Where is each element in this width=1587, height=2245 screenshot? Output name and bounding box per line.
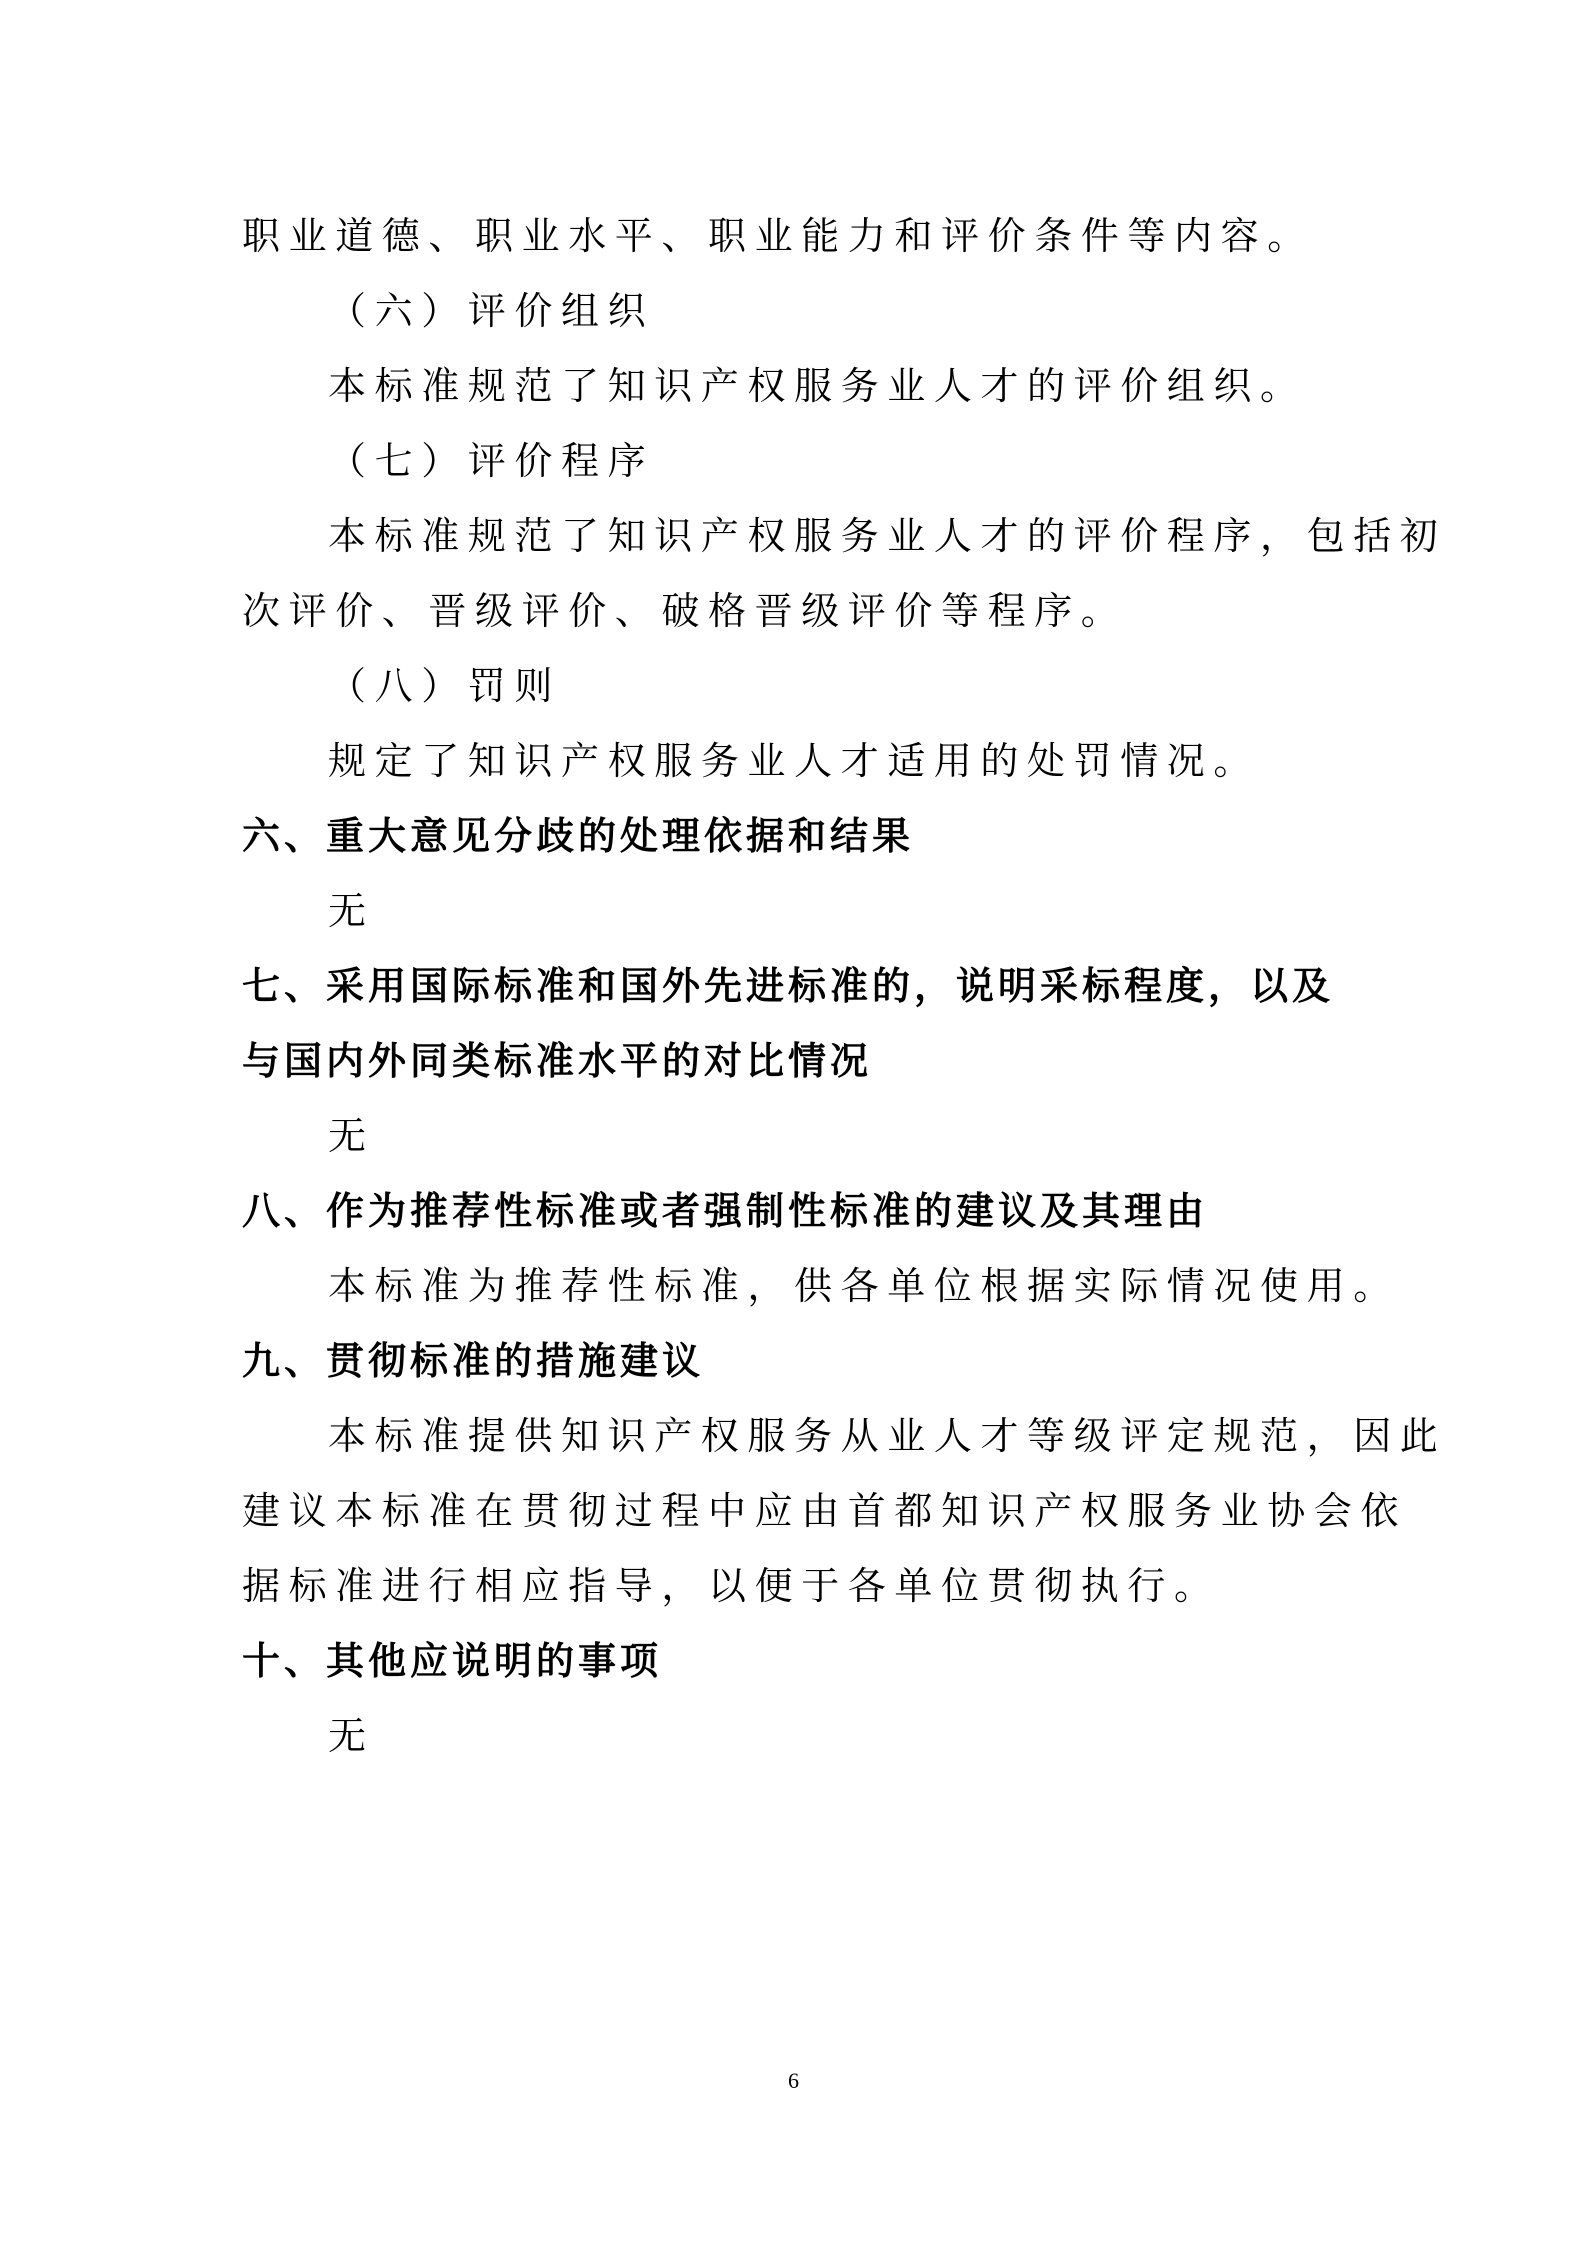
paragraph-line: 职业道德、职业水平、职业能力和评价条件等内容。 <box>242 214 1314 258</box>
subsection-heading-penalties: （八）罚则 <box>328 664 562 708</box>
paragraph-line: 次评价、晋级评价、破格晋级评价等程序。 <box>242 589 1128 633</box>
paragraph-line: 据标准进行相应指导，以便于各单位贯彻执行。 <box>242 1564 1221 1608</box>
section-heading-10: 十、其他应说明的事项 <box>242 1638 663 1683</box>
paragraph-line: 无 <box>328 1714 375 1758</box>
paragraph-line: 建议本标准在贯彻过程中应由首都知识产权服务业协会依 <box>242 1489 1408 1533</box>
page-number: 6 <box>788 2068 799 2093</box>
paragraph-line: 本标准规范了知识产权服务业人才的评价组织。 <box>328 364 1307 408</box>
section-heading-7: 七、采用国际标准和国外先进标准的，说明采标程度，以及 <box>242 963 1335 1008</box>
paragraph-line: 本标准提供知识产权服务从业人才等级评定规范，因此 <box>328 1414 1447 1458</box>
paragraph-line: 无 <box>328 1114 375 1158</box>
section-heading-7-continued: 与国内外同类标准水平的对比情况 <box>242 1038 873 1083</box>
section-heading-6: 六、重大意见分歧的处理依据和结果 <box>242 813 915 858</box>
subsection-heading-evaluation-procedure: （七）评价程序 <box>328 439 655 483</box>
paragraph-line: 无 <box>328 889 375 933</box>
section-heading-8: 八、作为推荐性标准或者强制性标准的建议及其理由 <box>242 1188 1209 1233</box>
subsection-heading-evaluation-organization: （六）评价组织 <box>328 289 655 333</box>
paragraph-line: 本标准为推荐性标准，供各单位根据实际情况使用。 <box>328 1264 1400 1308</box>
paragraph-line: 规定了知识产权服务业人才适用的处罚情况。 <box>328 739 1261 783</box>
section-heading-9: 九、贯彻标准的措施建议 <box>242 1338 705 1383</box>
paragraph-line: 本标准规范了知识产权服务业人才的评价程序，包括初 <box>328 514 1447 558</box>
